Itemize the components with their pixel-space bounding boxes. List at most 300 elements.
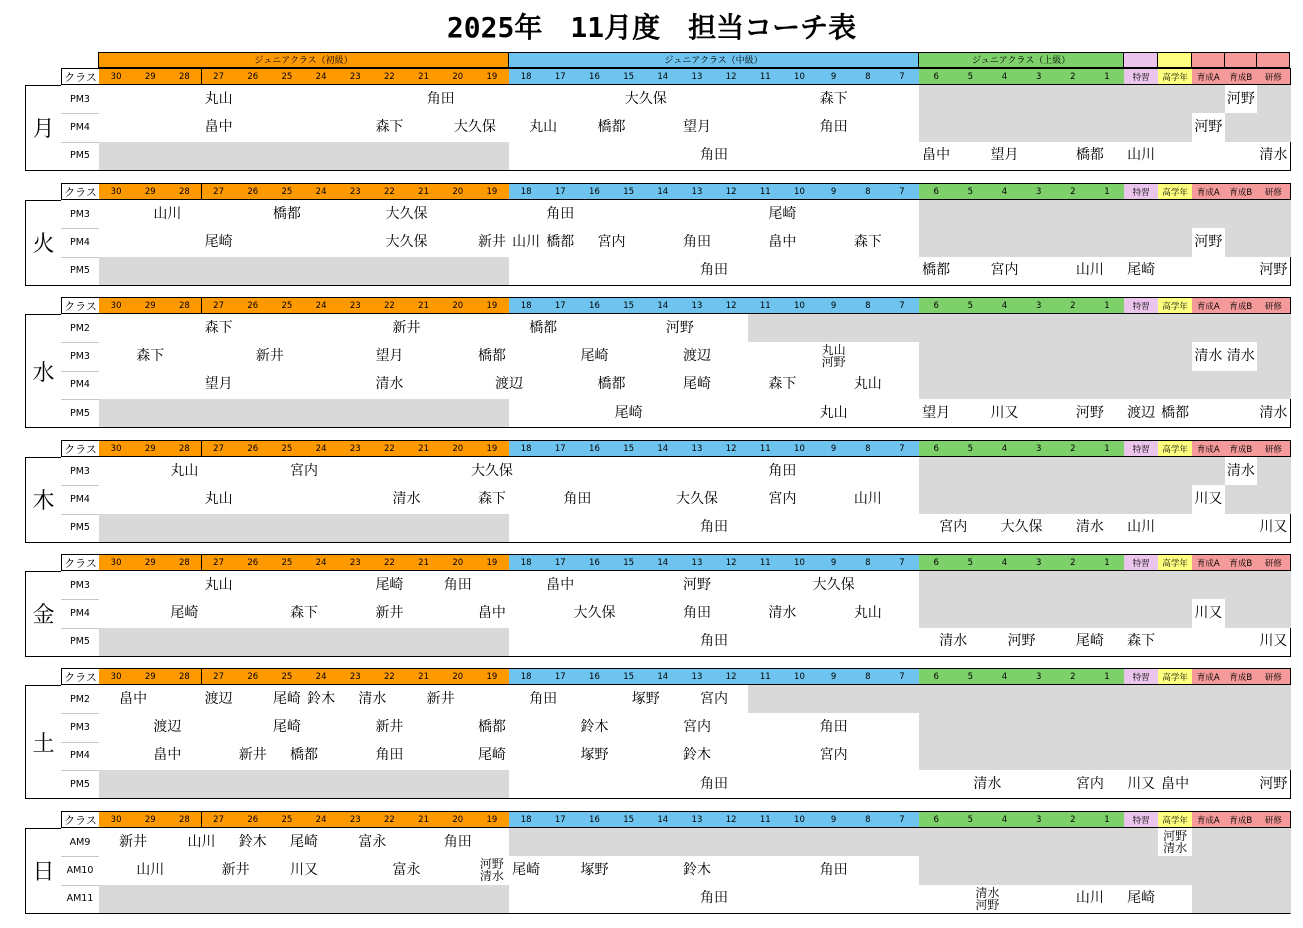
column-header: 25 [270, 297, 305, 314]
coach-cell: 尾崎 [509, 856, 544, 885]
blank-slot [1192, 770, 1258, 799]
empty-slot [1225, 485, 1291, 514]
column-header: 18 [509, 668, 544, 685]
column-header: 18 [509, 297, 544, 314]
coach-cell: 大久保 [543, 599, 647, 628]
empty-slot [748, 314, 1290, 343]
coach-cell: 山川 [1124, 514, 1159, 543]
class-group-4 [1157, 52, 1192, 68]
coach-cell: 森下 [817, 228, 921, 257]
column-header: 20 [441, 183, 476, 200]
column-header: 7 [885, 68, 920, 85]
empty-slot [1257, 342, 1291, 371]
coach-cell: 角田 [509, 485, 647, 514]
empty-slot [1192, 885, 1291, 914]
coach-name: 河野 [821, 355, 846, 370]
period-label: PM5 [61, 628, 99, 657]
class-label: クラス [61, 811, 100, 828]
empty-slot [1225, 599, 1291, 628]
column-header: 8 [851, 68, 886, 85]
column-header: 27 [202, 668, 237, 685]
coach-cell: 橋都 [919, 257, 954, 286]
column-header: 6 [919, 554, 954, 571]
column-header: 研修 [1257, 183, 1291, 200]
day-block [0, 297, 1303, 427]
column-header: 22 [372, 183, 407, 200]
coach-cell: 河野 [987, 628, 1056, 657]
coach-cell: 富永 [338, 856, 476, 885]
coach-cell: 望月 [953, 142, 1057, 171]
coach-cell: 橋都 [475, 314, 613, 343]
column-header: 8 [851, 183, 886, 200]
class-group-7 [1256, 52, 1290, 68]
empty-slot [919, 571, 1291, 600]
column-header: 18 [509, 811, 544, 828]
empty-slot [919, 485, 1193, 514]
column-header: 16 [577, 297, 612, 314]
column-header: 12 [714, 68, 749, 85]
column-header: 14 [646, 440, 681, 457]
column-header: 7 [885, 297, 920, 314]
empty-slot [919, 113, 1193, 142]
column-header: 22 [372, 811, 407, 828]
coach-cell: 尾崎 [270, 828, 339, 857]
column-header: 17 [543, 68, 578, 85]
column-header: 6 [919, 297, 954, 314]
coach-cell: 新井 [407, 685, 476, 714]
coach-cell: 丸山 [817, 371, 921, 400]
coach-cell: 渡辺 [1124, 399, 1159, 428]
column-header: 特習 [1124, 811, 1159, 828]
empty-slot [919, 856, 1291, 885]
column-header: 30 [99, 183, 134, 200]
coach-cell: 尾崎 [1124, 885, 1159, 914]
column-header: 28 [167, 811, 202, 828]
coach-cell: 丸山 [817, 599, 921, 628]
coach-cell: 河野 [646, 571, 750, 600]
column-header: 29 [133, 554, 168, 571]
column-header: 18 [509, 440, 544, 457]
coach-cell: 丸山 [99, 571, 339, 600]
column-header: 17 [543, 811, 578, 828]
day-block [0, 440, 1303, 542]
column-header: 4 [987, 440, 1022, 457]
column-header: 21 [407, 440, 442, 457]
column-header: 22 [372, 440, 407, 457]
coach-cell: 大久保 [543, 85, 749, 114]
column-header: 27 [202, 68, 237, 85]
column-header: 育成B [1225, 440, 1259, 457]
class-label: クラス [61, 183, 100, 200]
empty-slot [1225, 228, 1291, 257]
column-header: 育成B [1225, 68, 1259, 85]
day-block [0, 554, 1303, 656]
column-header: 1 [1090, 440, 1125, 457]
column-header: 研修 [1257, 668, 1291, 685]
coach-cell: 新井 [99, 828, 168, 857]
column-header: 特習 [1124, 183, 1159, 200]
coach-cell: 渡辺 [646, 342, 750, 371]
coach-cell: 橋都 [236, 200, 340, 229]
column-header: 5 [953, 297, 988, 314]
column-header: 23 [338, 68, 373, 85]
column-header: 16 [577, 440, 612, 457]
column-header: 特習 [1124, 668, 1159, 685]
coach-cell: 橋都 [577, 113, 646, 142]
period-label: PM5 [61, 142, 99, 171]
column-header: 7 [885, 668, 920, 685]
column-header: 27 [202, 297, 237, 314]
column-header: 特習 [1124, 554, 1159, 571]
column-header: 28 [167, 554, 202, 571]
column-header: 9 [817, 297, 852, 314]
column-header: 28 [167, 668, 202, 685]
column-header: 8 [851, 440, 886, 457]
coach-cell: 鈴木 [236, 828, 271, 857]
coach-cell: 川又 [953, 399, 1057, 428]
period-label: PM2 [61, 314, 99, 343]
column-header: 育成B [1225, 297, 1259, 314]
column-header: 8 [851, 554, 886, 571]
column-header: 25 [270, 668, 305, 685]
column-header: 7 [885, 811, 920, 828]
coach-cell: 河野 [1192, 113, 1226, 142]
column-header: 21 [407, 811, 442, 828]
empty-slot [99, 514, 510, 543]
empty-slot [919, 342, 1193, 371]
coach-cell: 丸山 [99, 85, 339, 114]
empty-slot [919, 200, 1291, 229]
column-header: 16 [577, 183, 612, 200]
empty-slot [919, 742, 1291, 771]
coach-cell: 宮内 [748, 742, 920, 771]
column-header: 1 [1090, 68, 1125, 85]
coach-cell: 角田 [509, 514, 920, 543]
coach-cell: 尾崎 [99, 228, 339, 257]
coach-cell: 川又 [1192, 599, 1226, 628]
column-header: 13 [680, 68, 715, 85]
column-header: 24 [304, 68, 339, 85]
coach-cell: 清水 [338, 371, 442, 400]
coach-cell: 河野 [1225, 85, 1259, 114]
coach-cell: 角田 [509, 770, 920, 799]
period-label: PM4 [61, 371, 99, 400]
coach-cell: 望月 [919, 399, 954, 428]
period-label: PM5 [61, 514, 99, 543]
column-header: 5 [953, 668, 988, 685]
column-header: 高学年 [1158, 68, 1193, 85]
column-header: 21 [407, 554, 442, 571]
coach-cell: 尾崎 [646, 371, 750, 400]
column-header: 23 [338, 297, 373, 314]
column-header: 14 [646, 811, 681, 828]
column-header: 11 [748, 440, 783, 457]
coach-cell: 尾崎 [1124, 257, 1159, 286]
column-header: 30 [99, 68, 134, 85]
column-header: 14 [646, 554, 681, 571]
column-header: 22 [372, 68, 407, 85]
coach-cell: 清水 [1056, 514, 1125, 543]
coach-cell: 河野 [1257, 257, 1291, 286]
column-header: 育成A [1192, 668, 1226, 685]
column-header: 11 [748, 297, 783, 314]
column-header: 高学年 [1158, 668, 1193, 685]
coach-cell: 川又 [1124, 770, 1159, 799]
day-name: 月 [25, 85, 61, 171]
column-header: 6 [919, 183, 954, 200]
coach-cell: 山川 [1056, 257, 1125, 286]
period-label: PM3 [61, 571, 99, 600]
column-header: 8 [851, 811, 886, 828]
column-header: 30 [99, 440, 134, 457]
column-header: 6 [919, 440, 954, 457]
column-header: 19 [475, 440, 510, 457]
column-header: 13 [680, 668, 715, 685]
coach-cell: 塚野 [543, 742, 647, 771]
coach-cell: 山川 [99, 200, 237, 229]
coach-cell: 塚野 [612, 685, 681, 714]
period-label: PM4 [61, 485, 99, 514]
coach-cell: 清水 [748, 599, 817, 628]
column-header: 27 [202, 811, 237, 828]
period-label: PM4 [61, 742, 99, 771]
column-header: 11 [748, 183, 783, 200]
coach-name: 清水 [975, 885, 1000, 900]
column-header: 2 [1056, 554, 1091, 571]
column-header: 12 [714, 554, 749, 571]
column-header: 16 [577, 68, 612, 85]
column-header: 特習 [1124, 297, 1159, 314]
column-header: 4 [987, 68, 1022, 85]
coach-cell: 尾崎 [543, 342, 647, 371]
page-title: 2025年 11月度 担当コーチ表 [446, 11, 857, 44]
day-name: 金 [25, 571, 61, 657]
coach-cell: 山川 [1056, 885, 1125, 914]
column-header: 24 [304, 297, 339, 314]
coach-cell: 尾崎 [338, 571, 442, 600]
period-label: AM9 [61, 828, 99, 857]
column-header: 12 [714, 297, 749, 314]
period-label: PM4 [61, 228, 99, 257]
column-header: 28 [167, 297, 202, 314]
column-header: 9 [817, 183, 852, 200]
column-header: 7 [885, 440, 920, 457]
coach-cell: 宮内 [680, 685, 749, 714]
column-header: 18 [509, 554, 544, 571]
coach-cell: 新井 [236, 742, 271, 771]
column-header: 21 [407, 68, 442, 85]
coach-cell: 鈴木 [304, 685, 339, 714]
coach-name: 丸山 [821, 343, 846, 358]
coach-cell: 畠中 [748, 228, 817, 257]
coach-cell: 尾崎 [441, 742, 545, 771]
column-header: 28 [167, 183, 202, 200]
column-header: 8 [851, 297, 886, 314]
day-name: 水 [25, 314, 61, 428]
column-header: 4 [987, 811, 1022, 828]
coach-cell: 畠中 [1158, 770, 1193, 799]
class-label: クラス [61, 668, 100, 685]
coach-cell: 清水 [1257, 142, 1291, 171]
column-header: 研修 [1257, 554, 1291, 571]
column-header: 23 [338, 554, 373, 571]
empty-slot [919, 85, 1226, 114]
coach-cell: 山川 [817, 485, 921, 514]
column-header: 17 [543, 297, 578, 314]
column-header: 3 [1022, 68, 1057, 85]
coach-cell: 橋都 [270, 742, 339, 771]
column-header: 9 [817, 440, 852, 457]
coach-cell: 宮内 [748, 485, 817, 514]
column-header: 21 [407, 668, 442, 685]
column-header: 6 [919, 668, 954, 685]
column-header: 2 [1056, 668, 1091, 685]
coach-cell: 宮内 [646, 713, 750, 742]
coach-cell: 清水 [919, 770, 1057, 799]
column-header: 20 [441, 668, 476, 685]
column-header: 11 [748, 68, 783, 85]
coach-cell: 角田 [475, 685, 613, 714]
column-header: 16 [577, 668, 612, 685]
coach-cell: 塚野 [543, 856, 647, 885]
coach-cell [475, 856, 510, 885]
column-header: 育成A [1192, 297, 1226, 314]
column-header: 13 [680, 554, 715, 571]
column-header: 13 [680, 183, 715, 200]
column-header: 21 [407, 183, 442, 200]
column-header: 9 [817, 811, 852, 828]
column-header: 6 [919, 811, 954, 828]
coach-cell: 清水 [1225, 342, 1259, 371]
column-header: 29 [133, 68, 168, 85]
column-header: 16 [577, 811, 612, 828]
coach-cell: 宮内 [953, 257, 1057, 286]
day-block [0, 183, 1303, 285]
day-name: 火 [25, 200, 61, 286]
coach-name: 河野 [975, 897, 1000, 912]
period-label: PM5 [61, 770, 99, 799]
coach-cell: 丸山 [509, 113, 578, 142]
column-header: 28 [167, 68, 202, 85]
column-header: 4 [987, 668, 1022, 685]
coach-cell: 新井 [202, 342, 340, 371]
empty-slot [99, 770, 510, 799]
column-header: 育成B [1225, 554, 1259, 571]
coach-cell: 渡辺 [99, 713, 237, 742]
coach-name: 清水 [1163, 841, 1188, 856]
coach-cell: 鈴木 [646, 742, 750, 771]
column-header: 11 [748, 811, 783, 828]
column-header: 15 [612, 811, 647, 828]
column-header: 1 [1090, 668, 1125, 685]
column-header: 30 [99, 297, 134, 314]
column-header: 10 [782, 297, 817, 314]
coach-cell: 尾崎 [236, 713, 340, 742]
empty-slot [99, 142, 510, 171]
column-header: 24 [304, 811, 339, 828]
empty-slot [509, 828, 1159, 857]
coach-cell: 川又 [1192, 485, 1226, 514]
column-header: 25 [270, 440, 305, 457]
day-block [0, 68, 1303, 170]
empty-slot [919, 371, 1291, 400]
coach-cell: 橋都 [543, 228, 578, 257]
column-header: 24 [304, 440, 339, 457]
class-group-6 [1224, 52, 1258, 68]
column-header: 高学年 [1158, 440, 1193, 457]
period-label: PM3 [61, 85, 99, 114]
coach-cell: 河野 [1192, 228, 1226, 257]
column-header: 2 [1056, 183, 1091, 200]
column-header: 5 [953, 183, 988, 200]
column-header: 5 [953, 811, 988, 828]
column-header: 18 [509, 183, 544, 200]
coach-cell: 望月 [646, 113, 750, 142]
column-header: 高学年 [1158, 297, 1193, 314]
column-header: 15 [612, 68, 647, 85]
column-header: 7 [885, 554, 920, 571]
column-header: 25 [270, 68, 305, 85]
column-header: 29 [133, 668, 168, 685]
empty-slot [1257, 457, 1291, 486]
column-header: 5 [953, 440, 988, 457]
column-header: 15 [612, 297, 647, 314]
column-header: 26 [236, 68, 271, 85]
coach-cell: 川又 [270, 856, 339, 885]
column-header: 20 [441, 811, 476, 828]
coach-cell: 新井 [338, 599, 442, 628]
empty-slot [99, 257, 510, 286]
coach-cell: 森下 [99, 314, 339, 343]
day-block [0, 668, 1303, 798]
column-header: 30 [99, 554, 134, 571]
coach-cell: 森下 [1124, 628, 1159, 657]
coach-cell: 角田 [646, 457, 920, 486]
column-header: 4 [987, 554, 1022, 571]
column-header: 22 [372, 554, 407, 571]
period-label: PM5 [61, 257, 99, 286]
coach-cell: 渡辺 [167, 685, 271, 714]
column-header: 13 [680, 297, 715, 314]
coach-cell: 新井 [475, 228, 510, 257]
period-label: PM3 [61, 200, 99, 229]
day-name: 日 [25, 828, 61, 914]
class-label: クラス [61, 554, 100, 571]
coach-cell: 角田 [407, 828, 511, 857]
coach-cell: 大久保 [338, 200, 476, 229]
column-header: 12 [714, 183, 749, 200]
column-header: 高学年 [1158, 811, 1193, 828]
column-header: 育成A [1192, 554, 1226, 571]
period-label: AM11 [61, 885, 99, 914]
column-header: 17 [543, 554, 578, 571]
column-header: 3 [1022, 554, 1057, 571]
coach-cell: 角田 [338, 742, 442, 771]
column-header: 15 [612, 183, 647, 200]
column-header: 研修 [1257, 68, 1291, 85]
column-header: 29 [133, 440, 168, 457]
coach-cell: 畠中 [919, 142, 954, 171]
column-header: 10 [782, 440, 817, 457]
coach-cell: 鈴木 [646, 856, 750, 885]
column-header: 育成A [1192, 183, 1226, 200]
column-header: 19 [475, 668, 510, 685]
coach-cell: 角田 [748, 856, 920, 885]
column-header: 17 [543, 440, 578, 457]
coach-cell: 尾崎 [99, 599, 271, 628]
coach-cell [919, 885, 1057, 914]
coach-cell: 尾崎 [270, 685, 305, 714]
